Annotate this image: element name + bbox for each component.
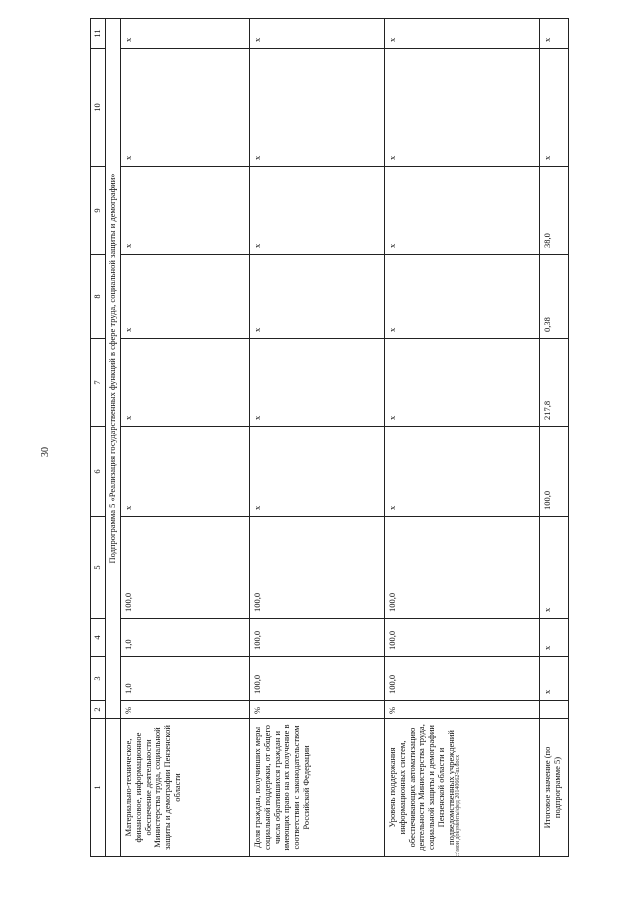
value-cell: x <box>121 19 250 49</box>
subprogram-row <box>106 19 121 857</box>
subprogram-blank-cell <box>106 719 121 857</box>
column-number: 5 <box>91 517 106 619</box>
value-cell: x <box>385 19 540 49</box>
unit-cell: % <box>250 701 385 719</box>
column-number-row <box>91 19 106 857</box>
value-cell: x <box>540 619 569 657</box>
value-cell: 100,0 <box>385 517 540 619</box>
value-cell: 100,0 <box>121 517 250 619</box>
value-cell: x <box>121 427 250 517</box>
table-row-total <box>540 19 569 857</box>
indicator-name: Уровень поддержания информационных систем, обеспечивающих автоматизацию деятельности Министерства труда, социальной защиты и демографии Пензенской области и подведомственных учреждений <box>385 719 540 857</box>
value-cell: 100,0 <box>250 619 385 657</box>
indicator-name: Доля граждан, получивших меры социальной поддержки, от общего числа обратившихся граждан и имеющих право на их получение в соответствии с законодательством Российской Федерации <box>250 719 385 857</box>
column-number: 11 <box>91 19 106 49</box>
value-cell: x <box>540 517 569 619</box>
table-row <box>121 19 250 857</box>
indicators-table-wrapper <box>90 19 562 857</box>
unit-cell: % <box>121 701 250 719</box>
table-row <box>250 19 385 857</box>
column-number: 6 <box>91 427 106 517</box>
value-cell: x <box>121 255 250 339</box>
column-number: 1 <box>91 719 106 857</box>
value-cell: x <box>540 657 569 701</box>
value-cell: x <box>250 167 385 255</box>
value-cell: x <box>121 49 250 167</box>
value-cell: 100,0 <box>540 427 569 517</box>
value-cell: x <box>385 167 540 255</box>
value-cell: 38,0 <box>540 167 569 255</box>
value-cell: 1,0 <box>121 619 250 657</box>
value-cell: 100,0 <box>385 657 540 701</box>
footer-file-path: c:\мои документы\фед 20140662-ш.docx <box>455 754 461 857</box>
value-cell: 100,0 <box>250 657 385 701</box>
value-cell: 1,0 <box>121 657 250 701</box>
column-number: 4 <box>91 619 106 657</box>
value-cell: x <box>540 19 569 49</box>
value-cell: x <box>250 19 385 49</box>
value-cell: 100,0 <box>250 517 385 619</box>
column-number: 3 <box>91 657 106 701</box>
column-number: 10 <box>91 49 106 167</box>
page-number: 30 <box>40 447 51 457</box>
value-cell: x <box>121 339 250 427</box>
indicator-name: Материально-техническое, финансовое, информационное обеспечение деятельности Министерства труда, социальной защиты и демографии Пензенской области <box>121 719 250 857</box>
total-label: Итоговое значение (по подпрограмме 5) <box>540 719 569 857</box>
value-cell: 217,8 <box>540 339 569 427</box>
value-cell: x <box>121 167 250 255</box>
unit-cell <box>540 701 569 719</box>
unit-cell: % <box>385 701 540 719</box>
column-number: 9 <box>91 167 106 255</box>
value-cell: x <box>250 427 385 517</box>
value-cell: x <box>250 255 385 339</box>
indicators-table <box>90 18 569 857</box>
column-number: 7 <box>91 339 106 427</box>
value-cell: x <box>385 427 540 517</box>
subprogram-title: Подпрограмма 5 «Реализация государственных функций в сфере труда, социальной защиты и демографии» <box>106 19 121 719</box>
value-cell: x <box>385 339 540 427</box>
value-cell: x <box>250 339 385 427</box>
column-number: 2 <box>91 701 106 719</box>
value-cell: 100,0 <box>385 619 540 657</box>
column-number: 8 <box>91 255 106 339</box>
value-cell: x <box>250 49 385 167</box>
value-cell: x <box>385 49 540 167</box>
value-cell: x <box>540 49 569 167</box>
value-cell: 0,38 <box>540 255 569 339</box>
value-cell: x <box>385 255 540 339</box>
